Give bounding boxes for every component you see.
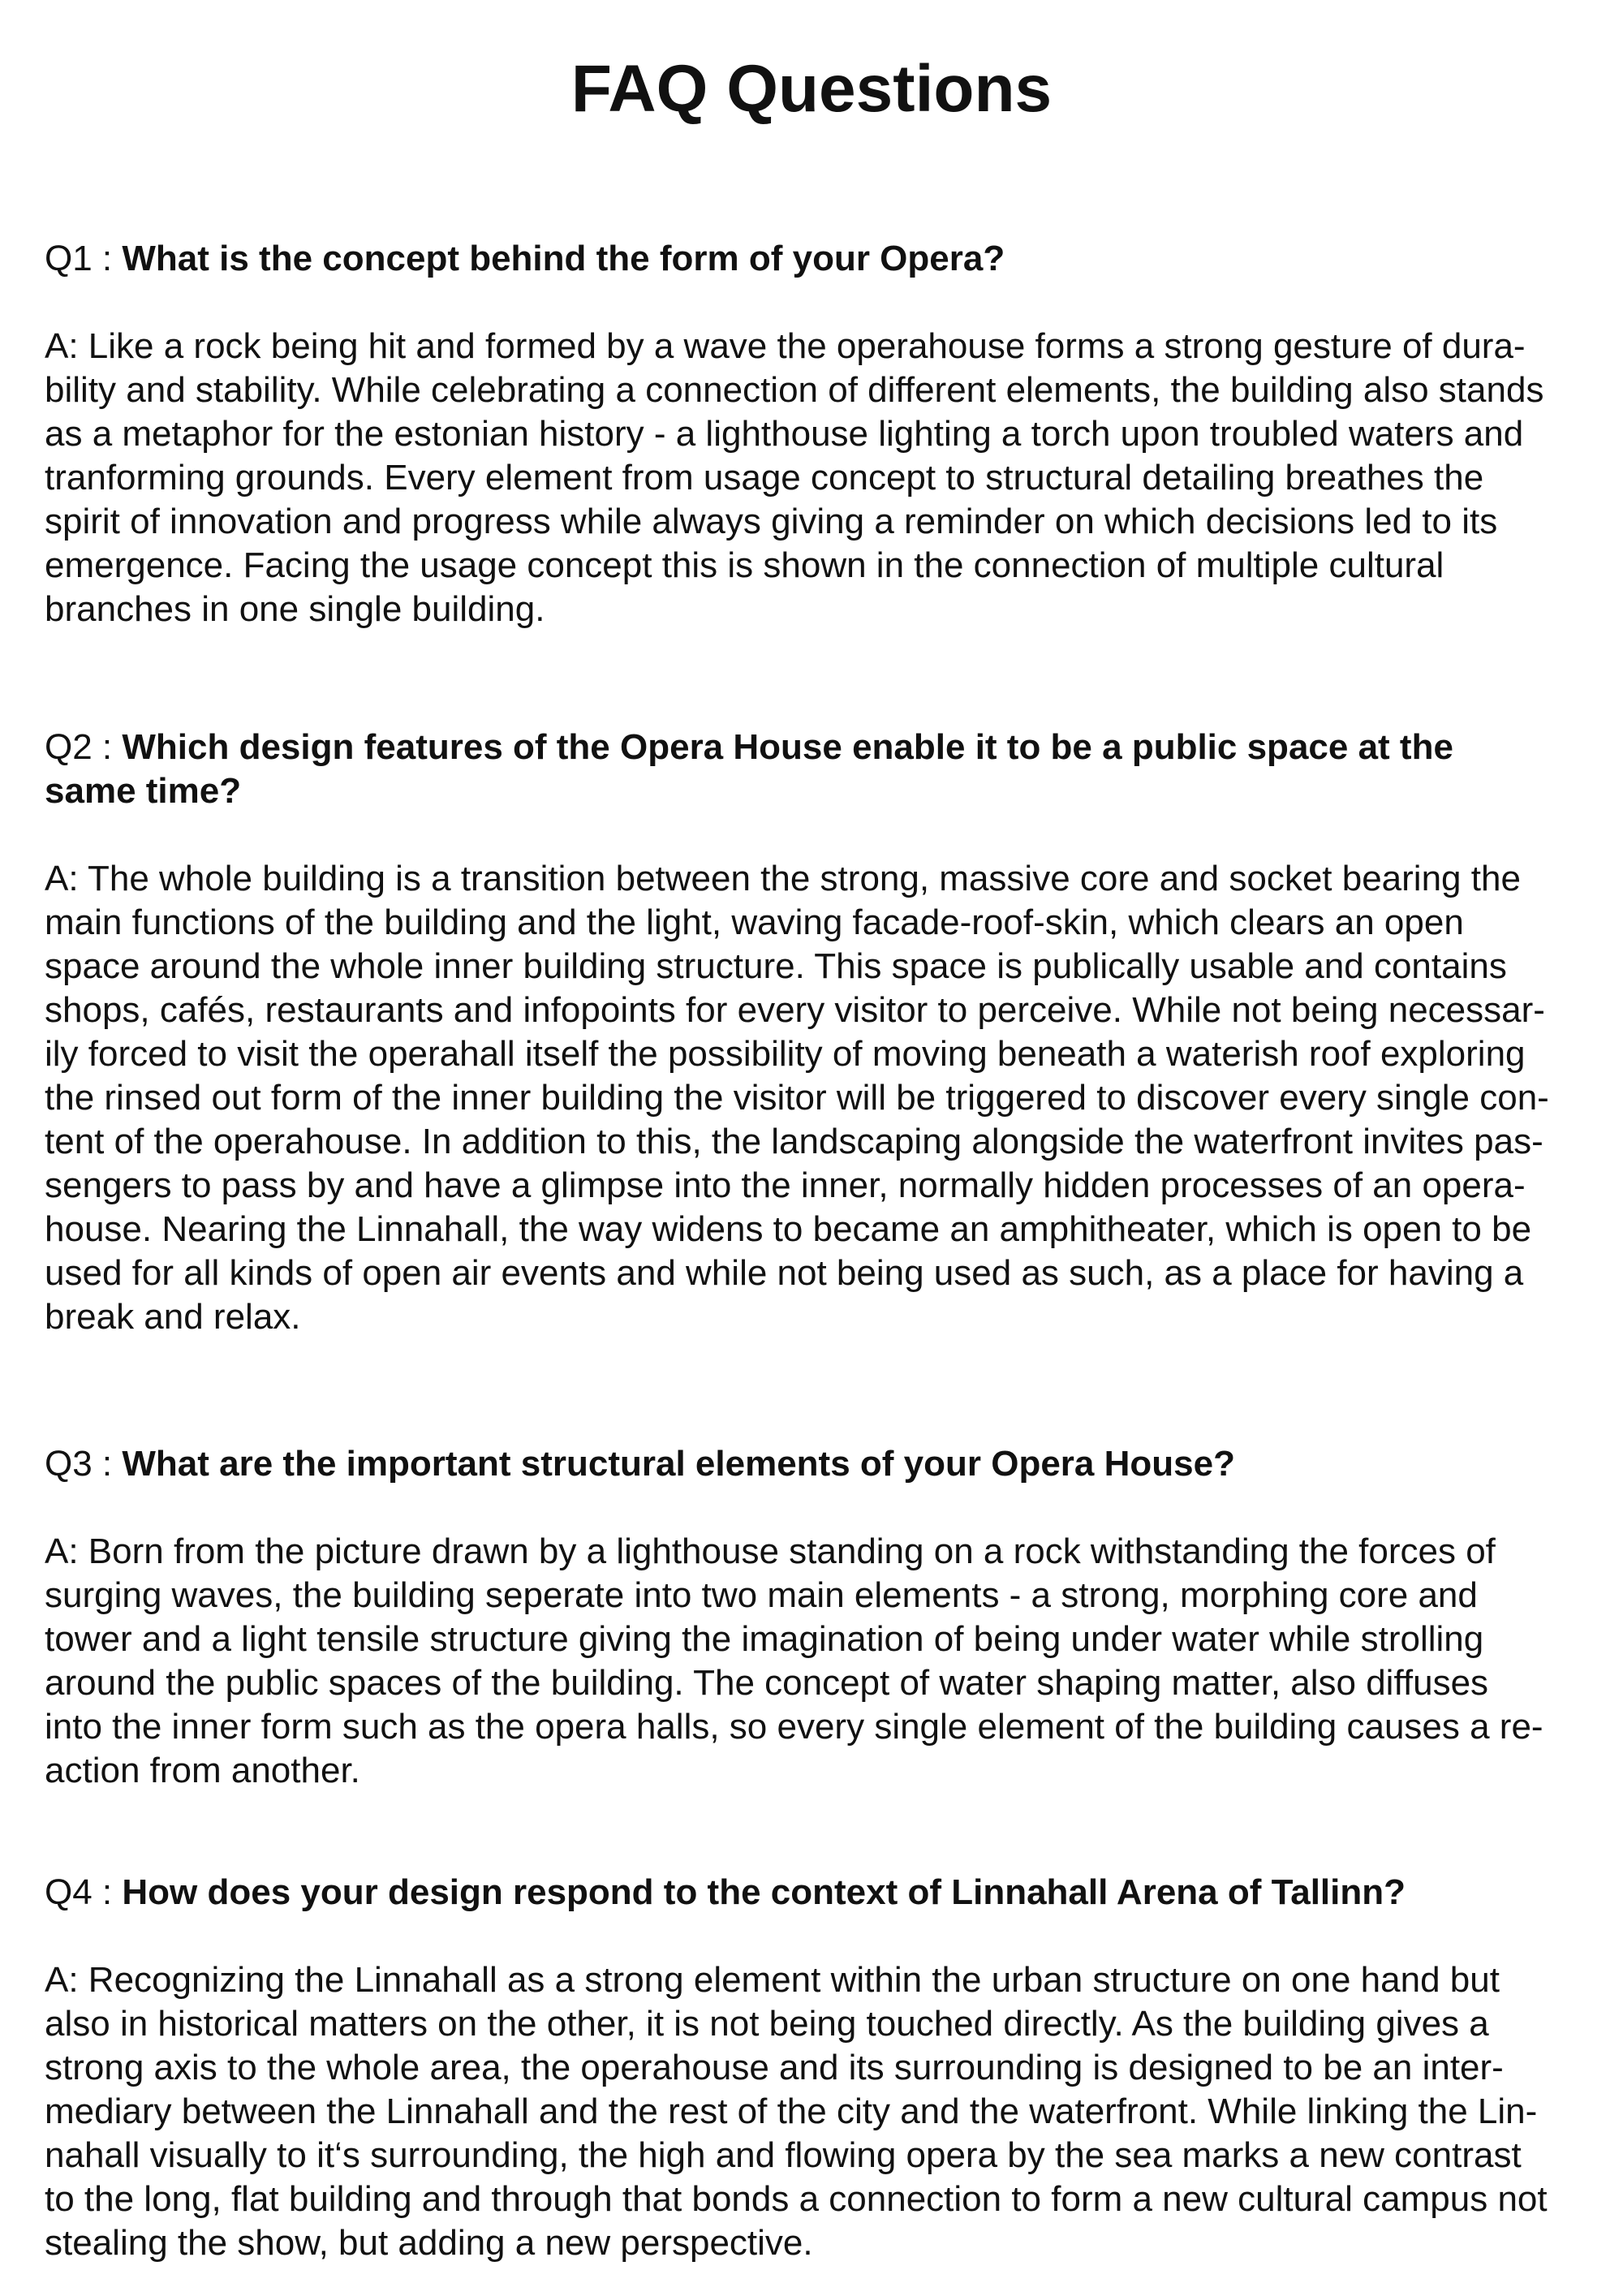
answer-line: surging waves, the building seperate into two main elements - a strong, morphing core and — [45, 1575, 1478, 1615]
question-text: What are the important structural elements of your Opera House? — [122, 1444, 1235, 1484]
question-2-continued — [45, 769, 1586, 813]
answer-line: A: Like a rock being hit and formed by a wave the operahouse forms a strong gesture of dura- — [45, 326, 1526, 366]
question-text: Which design features of the Opera House enable it to be a public space at the — [122, 727, 1453, 767]
answer-line: emergence. Facing the usage concept this is shown in the connection of multiple cultural — [45, 545, 1444, 585]
question-text: What is the concept behind the form of your Opera? — [122, 239, 1005, 278]
answer-line: mediary between the Linnahall and the rest of the city and the waterfront. While linking the Lin- — [45, 2091, 1538, 2131]
answer-line: as a metaphor for the estonian history - a lighthouse lighting a torch upon troubled waters and — [45, 414, 1524, 454]
question-4 — [45, 1871, 1586, 1915]
answer-line: also in historical matters on the other, it is not being touched directly. As the building gives a — [45, 2004, 1489, 2044]
answer-line: spirit of innovation and progress while always giving a reminder on which decisions led to its — [45, 502, 1498, 541]
question-label: Q4 : — [45, 1872, 123, 1912]
answer-line: main functions of the building and the light, waving facade-roof-skin, which clears an open — [45, 902, 1464, 942]
answer-1 — [45, 325, 1586, 631]
question-label: Q1 : — [45, 239, 123, 278]
answer-line: the rinsed out form of the inner building the visitor will be triggered to discover every single con- — [45, 1078, 1549, 1118]
answer-line: stealing the show, but adding a new perspective. — [45, 2223, 813, 2263]
answer-line: around the public spaces of the building. The concept of water shaping matter, also diffuses — [45, 1663, 1489, 1703]
answer-line: tower and a light tensile structure giving the imagination of being under water while strolling — [45, 1619, 1484, 1659]
faq-item-2 — [45, 726, 1586, 1339]
answer-line: A: The whole building is a transition between the strong, massive core and socket bearing the — [45, 859, 1521, 898]
answer-line: house. Nearing the Linnahall, the way widens to became an amphitheater, which is open to be — [45, 1209, 1532, 1249]
answer-line: sengers to pass by and have a glimpse into the inner, normally hidden processes of an opera- — [45, 1165, 1526, 1205]
faq-item-3 — [45, 1442, 1586, 1793]
question-1 — [45, 237, 1586, 281]
answer-line: to the long, flat building and through that bonds a connection to form a new cultural campus not — [45, 2179, 1548, 2219]
answer-2 — [45, 857, 1586, 1339]
answer-line: used for all kinds of open air events and while not being used as such, as a place for having a — [45, 1253, 1524, 1293]
answer-line: shops, cafés, restaurants and infopoints for every visitor to perceive. While not being necessar- — [45, 990, 1545, 1030]
answer-line: action from another. — [45, 1751, 360, 1790]
question-text: How does your design respond to the context of Linnahall Arena of Tallinn? — [122, 1872, 1406, 1912]
answer-line: A: Recognizing the Linnahall as a strong element within the urban structure on one hand but — [45, 1960, 1500, 2000]
answer-3 — [45, 1530, 1586, 1793]
answer-line: nahall visually to it‘s surrounding, the high and flowing opera by the sea marks a new contrast — [45, 2135, 1522, 2175]
page-title: FAQ Questions — [570, 52, 1053, 126]
answer-line: A: Born from the picture drawn by a lighthouse standing on a rock withstanding the forces of — [45, 1531, 1496, 1571]
answer-line: tent of the operahouse. In addition to this, the landscaping alongside the waterfront invites pas- — [45, 1122, 1543, 1161]
question-text: same time? — [45, 771, 242, 811]
answer-line: space around the whole inner building structure. This space is publically usable and contains — [45, 946, 1507, 986]
answer-4 — [45, 1958, 1586, 2265]
question-label: Q3 : — [45, 1444, 123, 1484]
answer-line: branches in one single building. — [45, 589, 545, 629]
answer-line: tranforming grounds. Every element from usage concept to structural detailing breathes the — [45, 458, 1484, 498]
faq-item-1 — [45, 237, 1586, 631]
answer-line: break and relax. — [45, 1297, 301, 1337]
question-2 — [45, 726, 1586, 769]
question-3 — [45, 1442, 1586, 1486]
answer-line: ily forced to visit the operahall itself the possibility of moving beneath a waterish roof exploring — [45, 1034, 1526, 1074]
answer-line: bility and stability. While celebrating a connection of different elements, the building also stands — [45, 370, 1544, 410]
answer-line: strong axis to the whole area, the operahouse and its surrounding is designed to be an inter- — [45, 2048, 1504, 2087]
question-label: Q2 : — [45, 727, 123, 767]
answer-line: into the inner form such as the opera halls, so every single element of the building causes a re- — [45, 1707, 1543, 1747]
faq-item-4 — [45, 1871, 1586, 2265]
